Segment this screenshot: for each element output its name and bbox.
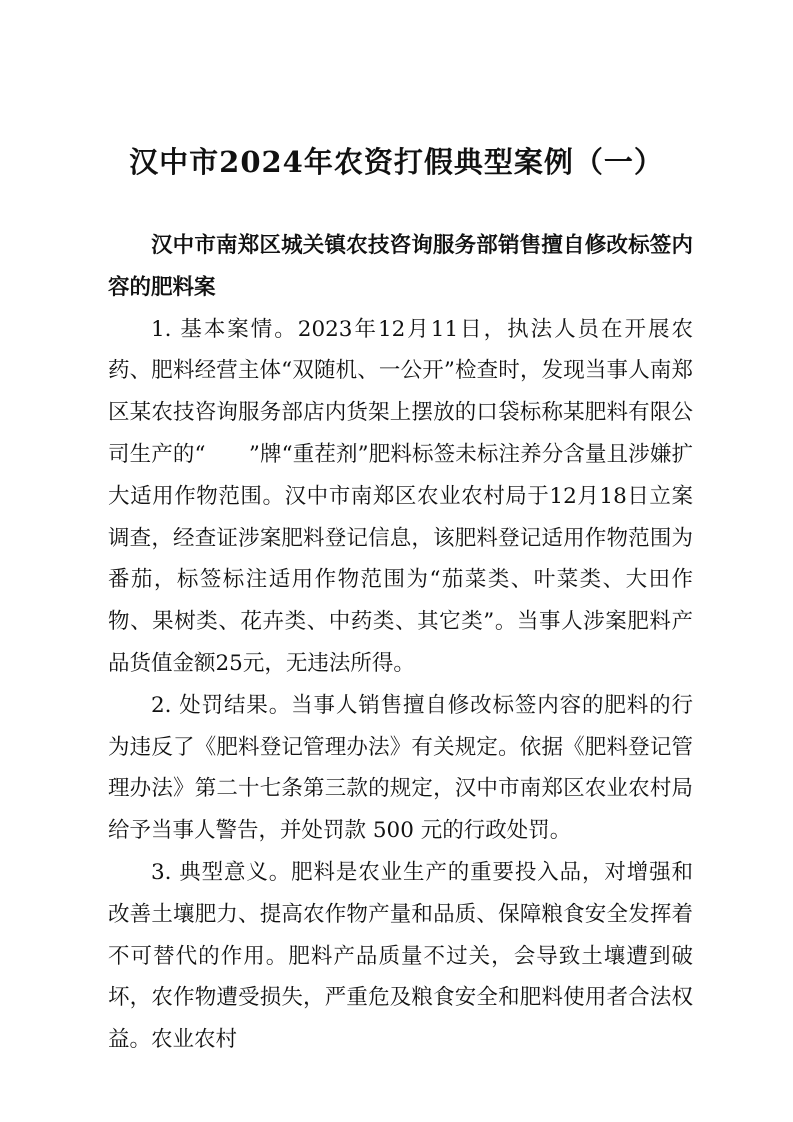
document-body (108, 225, 693, 1061)
case-title: 汉中市南郑区城关镇农技咨询服务部销售擅自修改标签内容的肥料案 (108, 233, 693, 300)
paragraph-basic-facts: 1. 基本案情。2023年12月11日，执法人员在开展农药、肥料经营主体“双随机、一公开”检查时，发现当事人南郑区某农技咨询服务部店内货架上摆放的口袋标称某肥料有限公司生产的“ ”牌“重茬剂”肥料标签未标注养分含量且涉嫌扩大适用作物范围。汉中市南郑区农业农村局于12月18日立案调查，经查证涉案肥料登记信息，该肥料登记适用作物范围为番茄，标签标注适用作物范围为“茄菜类、叶菜类、大田作物、果树类、花卉类、中药类、其它类”。当事人涉案肥料产品货值金额25元，无违法所得。 (108, 316, 693, 676)
document-title: 汉中市2024年农资打假典型案例（一） (129, 145, 664, 179)
paragraph-penalty-result: 2. 处罚结果。当事人销售擅自修改标签内容的肥料的行为违反了《肥料登记管理办法》有关规定。依据《肥料登记管理办法》第二十七条第三款的规定，汉中市南郑区农业农村局给予当事人警告，并处罚款 500 元的行政处罚。 (108, 692, 693, 844)
paragraph-significance: 3. 典型意义。肥料是农业生产的重要投入品，对增强和改善土壤肥力、提高农作物产量和品质、保障粮食安全发挥着不可替代的作用。肥料产品质量不过关，会导致土壤遭到破坏，农作物遭受损失，严重危及粮食安全和肥料使用者合法权益。农业农村 (108, 859, 693, 1053)
